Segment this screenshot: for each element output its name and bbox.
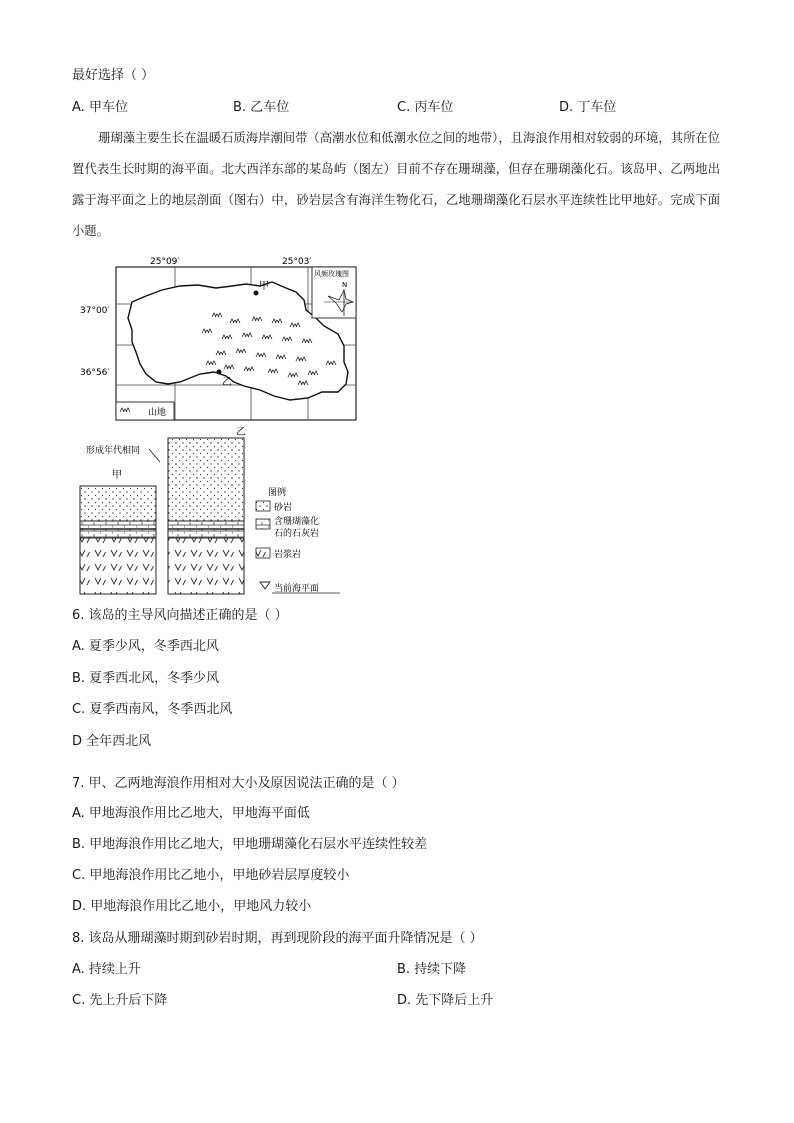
map-legend bbox=[116, 402, 174, 420]
site-jia-label: 甲 bbox=[259, 281, 269, 292]
q8-option-d[interactable]: D. 先下降后上升 bbox=[397, 993, 494, 1008]
option-c[interactable]: C. 丙车位 bbox=[397, 100, 454, 115]
q8-option-c[interactable]: C. 先上升后下降 bbox=[72, 993, 168, 1008]
option-d[interactable]: D. 丁车位 bbox=[559, 100, 617, 115]
island-map bbox=[80, 257, 356, 420]
jia-magma-rock bbox=[80, 538, 156, 594]
north-label: N bbox=[342, 281, 348, 289]
q6-option-c[interactable]: C. 夏季西南风，冬季西北风 bbox=[72, 702, 233, 717]
option-b[interactable]: B. 乙车位 bbox=[233, 100, 290, 115]
option-a[interactable]: A. 甲车位 bbox=[72, 100, 128, 115]
q6-option-b[interactable]: B. 夏季西北风，冬季少风 bbox=[72, 671, 220, 686]
section-yi-label: 乙 bbox=[236, 427, 246, 438]
q8-option-b[interactable]: B. 持续下降 bbox=[397, 962, 467, 977]
legend-magma: 岩浆岩 bbox=[274, 550, 302, 560]
lat-label-2: 36°56′ bbox=[80, 368, 110, 378]
legend-limestone-swatch bbox=[256, 519, 270, 529]
q7-option-d[interactable]: D. 甲地海浪作用比乙地小，甲地风力较小 bbox=[72, 899, 312, 914]
question-5-tail: 最好选择（ ） bbox=[72, 68, 155, 83]
lon-label-1: 25°09′ bbox=[150, 257, 180, 267]
question-5-options bbox=[72, 98, 712, 118]
q6-option-a[interactable]: A. 夏季少风，冬季西北风 bbox=[72, 639, 219, 654]
legend-title: 图例 bbox=[268, 488, 287, 498]
site-yi-marker bbox=[217, 370, 222, 375]
sea-level-label: 当前海平面 bbox=[274, 584, 320, 594]
yi-magma-rock bbox=[168, 538, 244, 594]
legend-sandstone-swatch bbox=[256, 501, 270, 511]
jia-sandstone bbox=[80, 486, 156, 521]
question-7-stem: 7. 甲、乙两地海浪作用相对大小及原因说法正确的是（ ） bbox=[72, 776, 405, 791]
same-age-note: 形成年代相同 bbox=[86, 446, 141, 456]
q7-option-c[interactable]: C. 甲地海浪作用比乙地小，甲地砂岩层厚度较小 bbox=[72, 868, 350, 883]
q8-option-a[interactable]: A. 持续上升 bbox=[72, 962, 141, 977]
legend-magma-swatch bbox=[256, 548, 270, 558]
wind-rose bbox=[312, 267, 356, 318]
legend-mountain-label: 山地 bbox=[148, 408, 167, 418]
section-jia-label: 甲 bbox=[112, 470, 122, 481]
lat-label-1: 37°00′ bbox=[80, 306, 110, 316]
passage: 珊瑚藻主要生长在温暖石质海岸潮间带（高潮水位和低潮水位之间的地带），且海浪作用相对较弱的环境，其所在位置代表生长时期的海平面。北大西洋东部的某岛屿（图左）目前不存在珊瑚藻，但存在珊瑚藻化石。该岛甲、乙两地出露于海平面之上的地层剖面（图右）中，砂岩层含有海洋生物化石，乙地珊瑚藻化石层水平连续性比甲地好。完成下面小题。 bbox=[72, 131, 720, 238]
site-yi-label: 乙 bbox=[222, 377, 232, 388]
figure bbox=[76, 252, 376, 598]
question-8-stem: 8. 该岛从珊瑚藻时期到砂岩时期，再到现阶段的海平面升降情况是（ ） bbox=[72, 931, 483, 946]
site-jia-marker bbox=[254, 291, 259, 296]
yi-sandstone bbox=[168, 438, 244, 521]
question-6-stem: 6. 该岛的主导风向描述正确的是（ ） bbox=[72, 608, 288, 623]
q7-option-a[interactable]: A. 甲地海浪作用比乙地大，甲地海平面低 bbox=[72, 806, 310, 821]
legend-limestone-1: 含珊瑚藻化 bbox=[274, 517, 320, 527]
note-pointer bbox=[149, 449, 160, 462]
wind-rose-title: 风频玫瑰图 bbox=[314, 270, 349, 278]
legend-limestone-2: 石的石灰岩 bbox=[274, 529, 320, 539]
q6-option-d[interactable]: D 全年西北风 bbox=[72, 734, 152, 749]
q7-option-b[interactable]: B. 甲地海浪作用比乙地大，甲地珊瑚藻化石层水平连续性较差 bbox=[72, 837, 428, 852]
lon-label-2: 25°03′ bbox=[282, 257, 312, 267]
legend-sandstone: 砂岩 bbox=[274, 503, 293, 513]
strata-sections bbox=[80, 426, 340, 594]
sea-level-icon bbox=[260, 582, 270, 589]
